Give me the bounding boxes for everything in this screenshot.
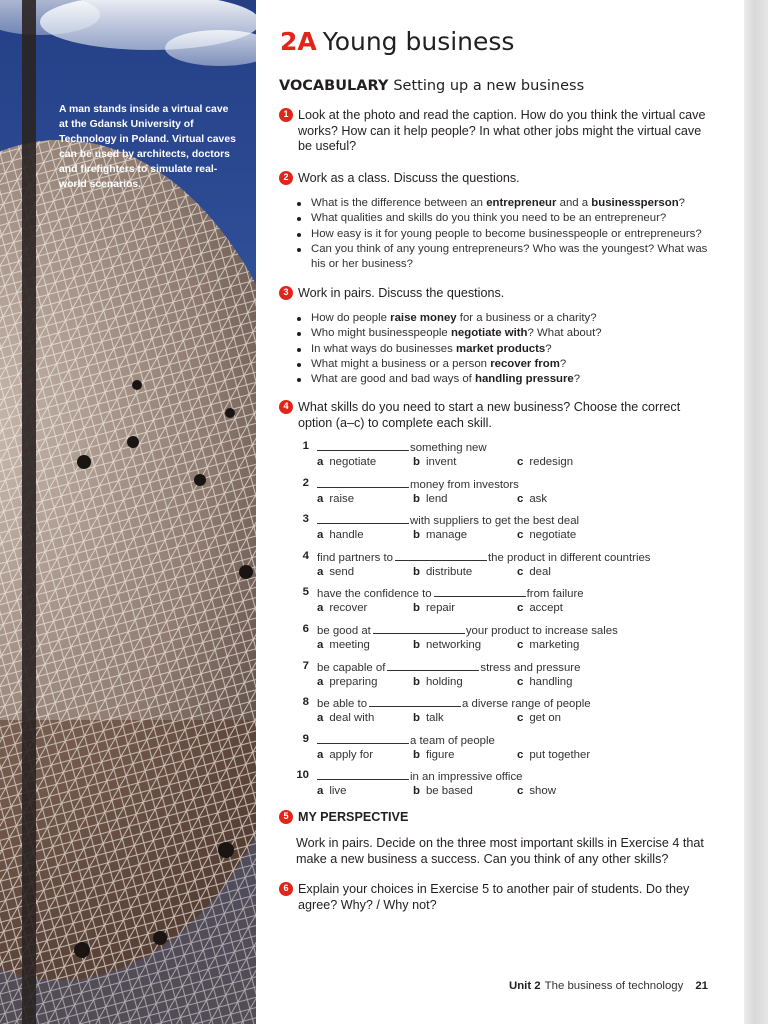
item-text-after: in an impressive office <box>410 771 523 784</box>
option-c[interactable]: c put together <box>517 748 591 761</box>
option-a[interactable]: a recover <box>317 602 368 615</box>
exercise-instruction: Explain your choices in Exercise 5 to another pair of students. Do they agree? Why? / Why not? <box>298 882 690 912</box>
lesson-title <box>280 27 514 56</box>
exercise-instruction: What skills do you need to start a new business? Choose the correct option (a–c) to complete each skill. <box>298 400 681 430</box>
footer-unit: Unit 2 <box>509 980 541 992</box>
option-a[interactable]: a negotiate <box>317 456 377 468</box>
answer-blank[interactable] <box>317 733 409 744</box>
exercise-number: 1 <box>279 108 293 122</box>
question-item: What qualities and skills do you think you need to be an entrepreneur? <box>296 211 716 226</box>
item-sentence <box>317 586 584 600</box>
footer-section: The business of technology <box>544 980 684 992</box>
option-c[interactable]: c accept <box>517 602 563 615</box>
item-text-after: from failure <box>526 588 584 601</box>
option-b[interactable]: b networking <box>413 639 482 651</box>
lesson-title-text: Young business <box>322 27 515 56</box>
item-text-before: be good at <box>317 625 371 637</box>
option-b[interactable]: b be based <box>413 785 473 798</box>
item-number: 8 <box>302 696 309 709</box>
exercise-instruction: Work in pairs. Decide on the three most important skills in Exercise 4 that make a new business a success. Can you think of any other skills? <box>296 836 704 866</box>
my-perspective-heading: MY PERSPECTIVE <box>298 810 409 824</box>
answer-blank[interactable] <box>317 769 409 780</box>
item-text-after: the product in different countries <box>487 551 651 564</box>
answer-blank[interactable] <box>317 477 409 488</box>
exercise-instruction: Work in pairs. Discuss the questions. <box>298 286 505 300</box>
option-a[interactable]: a live <box>317 785 347 798</box>
answer-blank[interactable] <box>369 696 461 707</box>
skill-item <box>291 550 711 584</box>
item-number: 9 <box>302 732 309 745</box>
item-number: 7 <box>302 659 309 672</box>
exercise-number: 5 <box>279 810 293 824</box>
exercise-1 <box>279 108 709 155</box>
question-item: What are good and bad ways of handling pressure? <box>296 372 716 387</box>
item-number: 3 <box>302 513 309 526</box>
item-text-after: something new <box>410 442 487 454</box>
answer-blank[interactable] <box>395 550 487 561</box>
item-text-before: find partners to <box>317 551 393 564</box>
option-c[interactable]: c marketing <box>517 639 580 651</box>
item-number: 5 <box>302 586 309 599</box>
skill-item <box>291 623 711 657</box>
item-number: 2 <box>302 476 309 489</box>
item-number: 10 <box>296 769 309 782</box>
exercise-number: 6 <box>279 882 293 896</box>
answer-blank[interactable] <box>387 660 479 671</box>
vocabulary-heading <box>279 78 584 94</box>
photo-caption: A man stands inside a virtual cave at the Gdansk University of Technology in Poland. Virtual caves can be used by architects, doctors and firefighters to simulate real-world scenarios. <box>59 104 236 191</box>
item-text-after: a team of people <box>410 734 495 747</box>
item-sentence <box>317 660 580 674</box>
vocabulary-topic: Setting up a new business <box>393 78 585 94</box>
exercise-4 <box>279 400 709 431</box>
skill-item <box>291 477 711 511</box>
option-c[interactable]: c show <box>517 785 556 798</box>
page-edge <box>744 0 768 1024</box>
option-c[interactable]: c redesign <box>517 456 574 468</box>
option-c[interactable]: c handling <box>517 675 573 688</box>
option-b[interactable]: b holding <box>413 675 463 688</box>
question-item: Who might businesspeople negotiate with? What about? <box>296 326 716 341</box>
option-a[interactable]: a preparing <box>317 675 378 688</box>
option-a[interactable]: a meeting <box>317 639 370 651</box>
item-sentence <box>317 623 618 637</box>
exercise-5 <box>296 836 710 867</box>
option-b[interactable]: b talk <box>413 712 444 725</box>
exercise-instruction: Work as a class. Discuss the questions. <box>298 171 520 185</box>
item-number: 1 <box>302 440 309 452</box>
question-item: What is the difference between an entrepreneur and a businessperson? <box>296 196 716 211</box>
option-c[interactable]: c deal <box>517 565 551 578</box>
question-item: Can you think of any young entrepreneurs? Who was the youngest? What was his or her business? <box>296 242 716 273</box>
item-text-after: stress and pressure <box>480 661 581 674</box>
question-item: In what ways do businesses market products? <box>296 342 716 357</box>
item-sentence <box>317 513 579 527</box>
skill-item <box>291 660 711 694</box>
option-a[interactable]: a deal with <box>317 712 375 725</box>
item-text-after: money from investors <box>410 478 519 491</box>
option-b[interactable]: b distribute <box>413 565 473 578</box>
lesson-code: 2A <box>280 27 317 56</box>
answer-blank[interactable] <box>317 513 409 524</box>
question-item: How do people raise money for a business or a charity? <box>296 311 716 326</box>
exercise-3-questions <box>296 311 716 387</box>
option-a[interactable]: a handle <box>317 529 364 542</box>
question-item: What might a business or a person recover from? <box>296 357 716 372</box>
page-footer <box>509 980 708 992</box>
skill-item <box>291 733 711 767</box>
exercise-number: 4 <box>279 400 293 414</box>
option-c[interactable]: c negotiate <box>517 529 577 542</box>
item-sentence <box>317 769 522 783</box>
exercise-3 <box>279 286 709 302</box>
option-a[interactable]: a apply for <box>317 748 374 761</box>
option-c[interactable]: c ask <box>517 492 548 505</box>
exercise-2-questions <box>296 196 716 272</box>
option-b[interactable]: b lend <box>413 492 448 505</box>
item-text-after: with suppliers to get the best deal <box>410 515 580 528</box>
option-b[interactable]: b invent <box>413 456 457 468</box>
item-sentence <box>317 696 591 710</box>
option-b[interactable]: b figure <box>413 748 455 761</box>
item-text-before: be able to <box>317 698 368 711</box>
item-text-before: have the confidence to <box>317 588 432 601</box>
question-item: How easy is it for young people to become businesspeople or entrepreneurs? <box>296 227 716 242</box>
answer-blank[interactable] <box>317 440 409 451</box>
skill-item <box>291 513 711 547</box>
item-sentence <box>317 550 651 564</box>
skill-item <box>291 586 711 620</box>
exercise-number: 2 <box>279 171 293 185</box>
exercise-6 <box>279 882 709 913</box>
option-b[interactable]: b repair <box>413 602 456 615</box>
item-number: 4 <box>302 549 309 562</box>
item-text-before: be capable of <box>317 661 386 674</box>
page-number: 21 <box>695 980 709 992</box>
exercise-5-heading <box>279 810 709 826</box>
option-c[interactable]: c get on <box>517 712 562 725</box>
skill-item <box>291 696 711 730</box>
exercise-number: 3 <box>279 286 293 300</box>
item-number: 6 <box>302 623 309 635</box>
item-text-after: your product to increase sales <box>465 625 618 637</box>
skill-item <box>291 769 711 803</box>
exercise-2 <box>279 171 709 187</box>
exercise-instruction: Look at the photo and read the caption. How do you think the virtual cave works? How can it help people? In what other jobs might the virtual cave be useful? <box>298 108 706 153</box>
answer-blank[interactable] <box>373 623 465 634</box>
item-sentence <box>317 440 487 454</box>
item-sentence <box>317 733 495 747</box>
option-b[interactable]: b manage <box>413 529 468 542</box>
item-text-after: a diverse range of people <box>462 698 591 711</box>
skill-item <box>291 440 711 474</box>
vocabulary-label: VOCABULARY <box>279 78 389 94</box>
answer-blank[interactable] <box>434 586 526 597</box>
item-sentence <box>317 477 519 491</box>
option-a[interactable]: a send <box>317 565 355 578</box>
option-a[interactable]: a raise <box>317 492 355 505</box>
